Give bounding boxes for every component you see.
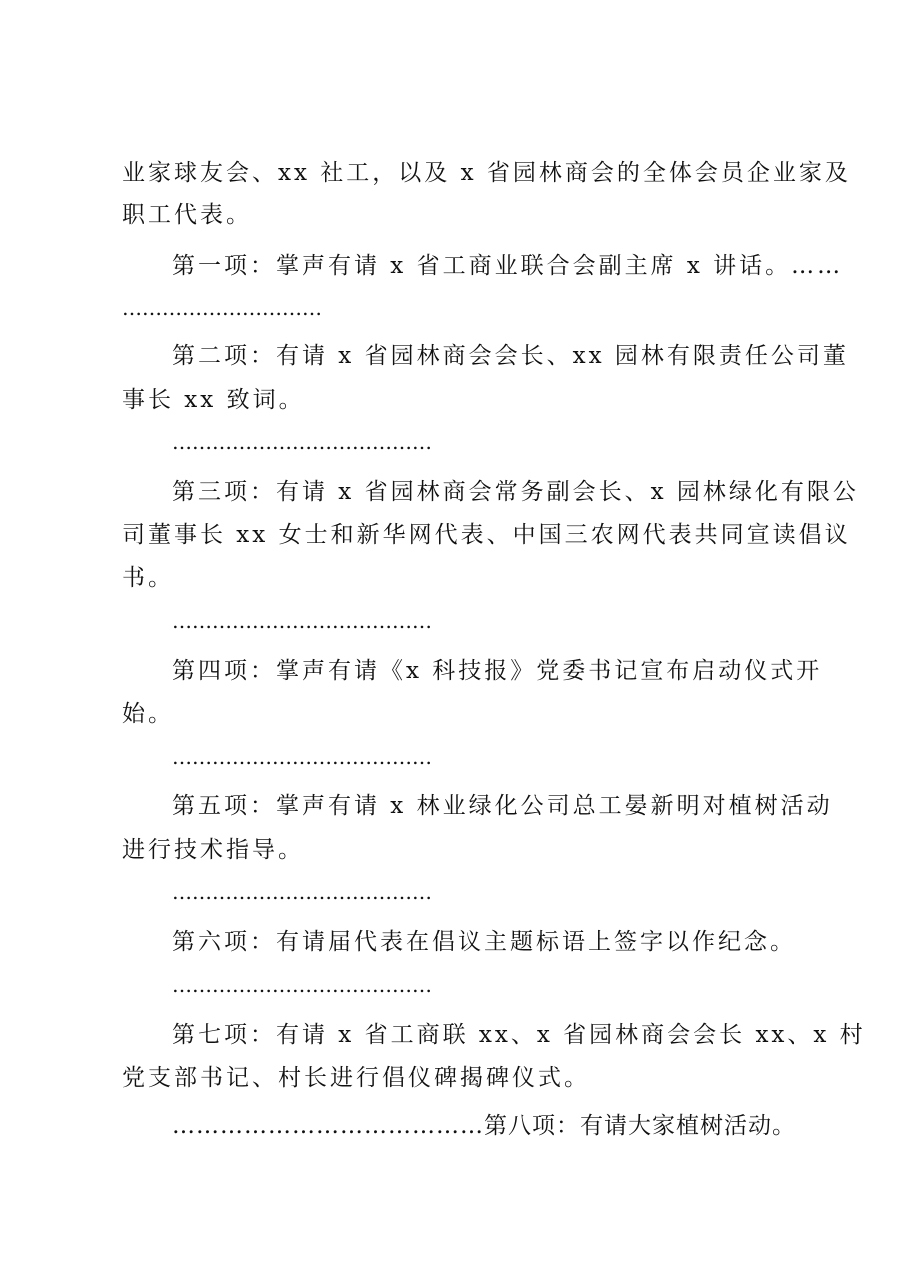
text-line: 职工代表。 bbox=[122, 202, 252, 228]
dotted-separator: ………………………… bbox=[122, 296, 322, 320]
dotted-separator: ………………………………… bbox=[172, 973, 432, 997]
text-line: 业家球友会、xx 社工，以及 x 省园林商会的全体会员企业家及 bbox=[122, 160, 851, 186]
text-line: 始。 bbox=[122, 701, 174, 727]
text-line: 党支部书记、村长进行倡仪碑揭碑仪式。 bbox=[122, 1065, 590, 1091]
text-line: 书。 bbox=[122, 565, 174, 591]
item-2-text: 第二项：有请 x 省园林商会会长、xx 园林有限责任公司董 bbox=[172, 343, 849, 369]
item-1-text: 第一项：掌声有请 x 省工商业联合会副主席 x 讲话。…… bbox=[172, 253, 844, 279]
text-line: 进行技术指导。 bbox=[122, 837, 304, 863]
text-line: 事长 xx 致词。 bbox=[122, 387, 305, 413]
dotted-separator: ………………………………… bbox=[172, 745, 432, 769]
text-line: 司董事长 xx 女士和新华网代表、中国三农网代表共同宣读倡议 bbox=[122, 522, 851, 548]
dotted-separator: ………………………………… bbox=[172, 430, 432, 454]
dotted-separator: ………………………………… bbox=[172, 609, 432, 633]
item-3-text: 第三项：有请 x 省园林商会常务副会长、x 园林绿化有限公 bbox=[172, 479, 859, 505]
item-5-text: 第五项：掌声有请 x 林业绿化公司总工晏新明对植树活动 bbox=[172, 793, 833, 819]
item-4-text: 第四项：掌声有请《x 科技报》党委书记宣布启动仪式开 bbox=[172, 658, 823, 684]
item-8-text: …………………………………第八项：有请大家植树活动。 bbox=[172, 1113, 796, 1139]
dotted-separator: ………………………………… bbox=[172, 880, 432, 904]
item-7-text: 第七项：有请 x 省工商联 xx、x 省园林商会会长 xx、x 村 bbox=[172, 1022, 866, 1048]
item-6-text: 第六项：有请届代表在倡议主题标语上签字以作纪念。 bbox=[172, 929, 796, 955]
